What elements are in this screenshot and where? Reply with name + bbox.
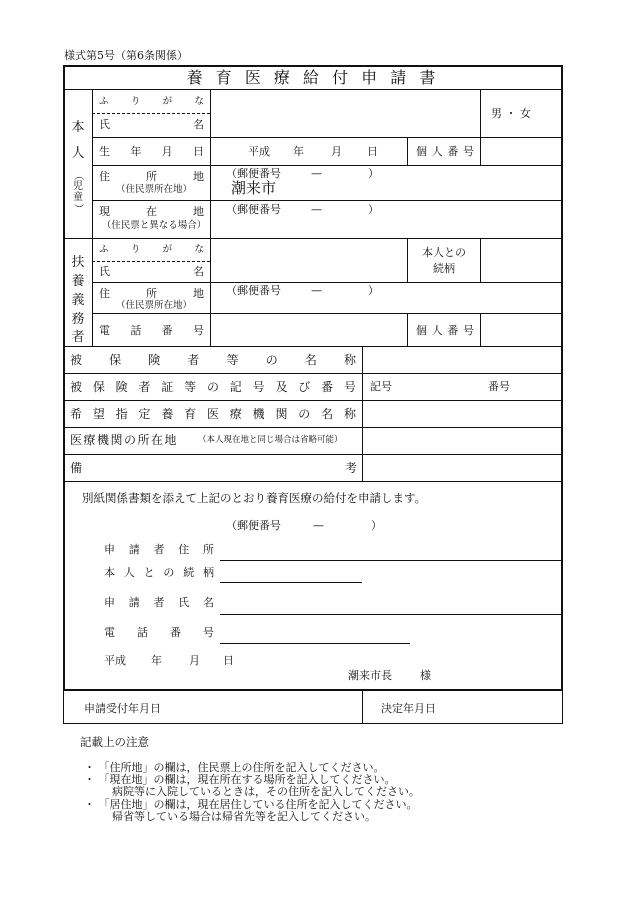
note-item: ・ 「住所地」の欄は，住民票上の住所を記入してください。 — [84, 761, 385, 774]
fuyou-name-label: 氏 名 — [99, 265, 204, 278]
institution-label: 希 望 指 定 養 育 医 療 機 関 の 名 称 — [70, 407, 356, 421]
insurer-input[interactable] — [363, 347, 561, 372]
line — [64, 481, 562, 482]
bangou-label: 番号 — [488, 380, 510, 393]
line — [92, 261, 210, 262]
notes-heading: 記載上の注意 — [80, 735, 149, 749]
current-label: 現 在 地 — [99, 205, 204, 218]
applicant-postal-label: （郵便番号 — [226, 519, 281, 532]
applicant-postal-dash: — — [313, 519, 324, 532]
fuyou-postal-label: （郵便番号 — [226, 284, 281, 297]
birth-era: 平成 — [248, 145, 270, 158]
note-item: 帰省等している場合は帰省先等を記入してください。 — [112, 810, 376, 823]
current-postal-label: （郵便番号 — [226, 203, 281, 216]
applicant-address-label: 申 請 者 住 所 — [104, 543, 214, 556]
relation-label: 本 人 と の 続 柄 — [104, 566, 214, 579]
line — [480, 89, 481, 137]
institution-address-label: 医療機関の所在地 — [70, 433, 179, 447]
line — [64, 373, 562, 374]
note-item: 病院等に入院しているときは，その住所を記入してください。 — [112, 785, 420, 798]
form-number: 様式第5号（第6条関係） — [64, 49, 188, 62]
current-sub-label: （住民票と異なる場合） — [101, 220, 207, 231]
decided-date-label: 決定年月日 — [381, 702, 436, 715]
kojin-input[interactable] — [481, 138, 561, 164]
applicant-phone-line[interactable] — [220, 643, 410, 644]
fuyou-postal-dash: — — [311, 284, 322, 297]
applicant-postal-close: ） — [371, 519, 382, 532]
fuyou-kojin-label: 個 人 番 号 — [416, 324, 474, 337]
received-date-label: 申請受付年月日 — [84, 702, 161, 715]
line — [92, 113, 210, 114]
fuyou-address-sub-label: （住民票所在地） — [115, 300, 192, 311]
address-postal-label: （郵便番号 — [226, 167, 281, 180]
kigou-label: 記号 — [370, 380, 392, 393]
fuyou-furigana-label: ふ り が な — [99, 244, 204, 255]
remarks-input[interactable] — [363, 455, 561, 480]
date-month-unit: 月 — [189, 654, 200, 667]
phone-label: 電 話 番 号 — [99, 324, 204, 337]
birth-label: 生 年 月 日 — [99, 145, 204, 158]
line — [92, 200, 562, 201]
remarks-label-1: 備 — [70, 461, 83, 475]
address-postal-dash: — — [311, 167, 322, 180]
applicant-name-line[interactable] — [220, 614, 562, 615]
current-postal-dash: — — [311, 203, 322, 216]
section-label-fuyou: 扶 養 義 務 者 — [71, 255, 85, 346]
application-statement: 別紙関係書類を添えて上記のとおり養育医療の給付を申請します。 — [82, 491, 427, 505]
address-postal-close: ） — [368, 167, 379, 180]
line — [92, 282, 562, 283]
decided-date-input[interactable] — [445, 691, 561, 723]
applicant-name-label: 申 請 者 氏 名 — [104, 596, 214, 609]
line — [407, 137, 408, 165]
form-title: 養 育 医 療 給 付 申 請 書 — [186, 68, 440, 87]
relation-label-2: 続柄 — [433, 262, 455, 275]
date-era: 平成 — [104, 654, 126, 667]
mayor-sama: 様 — [420, 669, 431, 682]
institution-input[interactable] — [363, 401, 561, 426]
relation-input[interactable] — [481, 239, 561, 281]
fuyou-address-label: 住 所 地 — [99, 287, 204, 300]
name-input[interactable] — [211, 90, 479, 136]
applicant-phone-label: 電 話 番 号 — [104, 626, 214, 639]
fuyou-name-input[interactable] — [211, 239, 406, 281]
institution-address-input[interactable] — [363, 428, 561, 453]
institution-address-note: （本人現在地と同じ場合は省略可能） — [198, 435, 343, 445]
section-label-honnin: 本 人 — [71, 120, 85, 162]
child-label: （ 児 童 ） — [72, 170, 84, 214]
furigana-label: ふ り が な — [99, 96, 204, 107]
birth-month-unit: 月 — [331, 145, 342, 158]
remarks-label-2: 考 — [345, 461, 358, 475]
insurance-card-label: 被 保 険 者 証 等 の 記 号 及 び 番 号 — [70, 380, 356, 394]
line — [407, 313, 408, 346]
date-day-unit: 日 — [223, 654, 234, 667]
applicant-address-line[interactable] — [220, 560, 562, 561]
received-date-input[interactable] — [170, 691, 360, 723]
address-city: 潮来市 — [231, 179, 277, 197]
address-sub-label: （住民票所在地） — [115, 184, 192, 195]
line — [407, 238, 408, 282]
relation-line[interactable] — [220, 582, 362, 583]
fuyou-postal-close: ） — [368, 284, 379, 297]
line — [92, 89, 93, 346]
name-label: 氏 名 — [99, 118, 204, 131]
kojin-label: 個 人 番 号 — [416, 145, 474, 158]
mayor-label: 潮来市長 — [348, 669, 392, 682]
phone-input[interactable] — [211, 314, 406, 345]
line — [92, 165, 562, 166]
insurer-label: 被 保 険 者 等 の 名 称 — [70, 353, 356, 367]
footer-divider — [362, 690, 363, 724]
note-item: ・ 「現在地」の欄は，現在所在する場所を記入してください。 — [84, 773, 396, 786]
note-item: ・ 「居住地」の欄は，現在居住している住所を記入してください。 — [84, 798, 418, 811]
address-label: 住 所 地 — [99, 170, 204, 183]
birth-day-unit: 日 — [367, 145, 378, 158]
relation-label-1: 本人との — [422, 246, 466, 259]
birth-year-unit: 年 — [293, 145, 304, 158]
fuyou-kojin-input[interactable] — [481, 314, 561, 345]
date-year-unit: 年 — [151, 654, 162, 667]
current-postal-close: ） — [368, 203, 379, 216]
gender-select[interactable]: 男 ・ 女 — [491, 107, 531, 120]
